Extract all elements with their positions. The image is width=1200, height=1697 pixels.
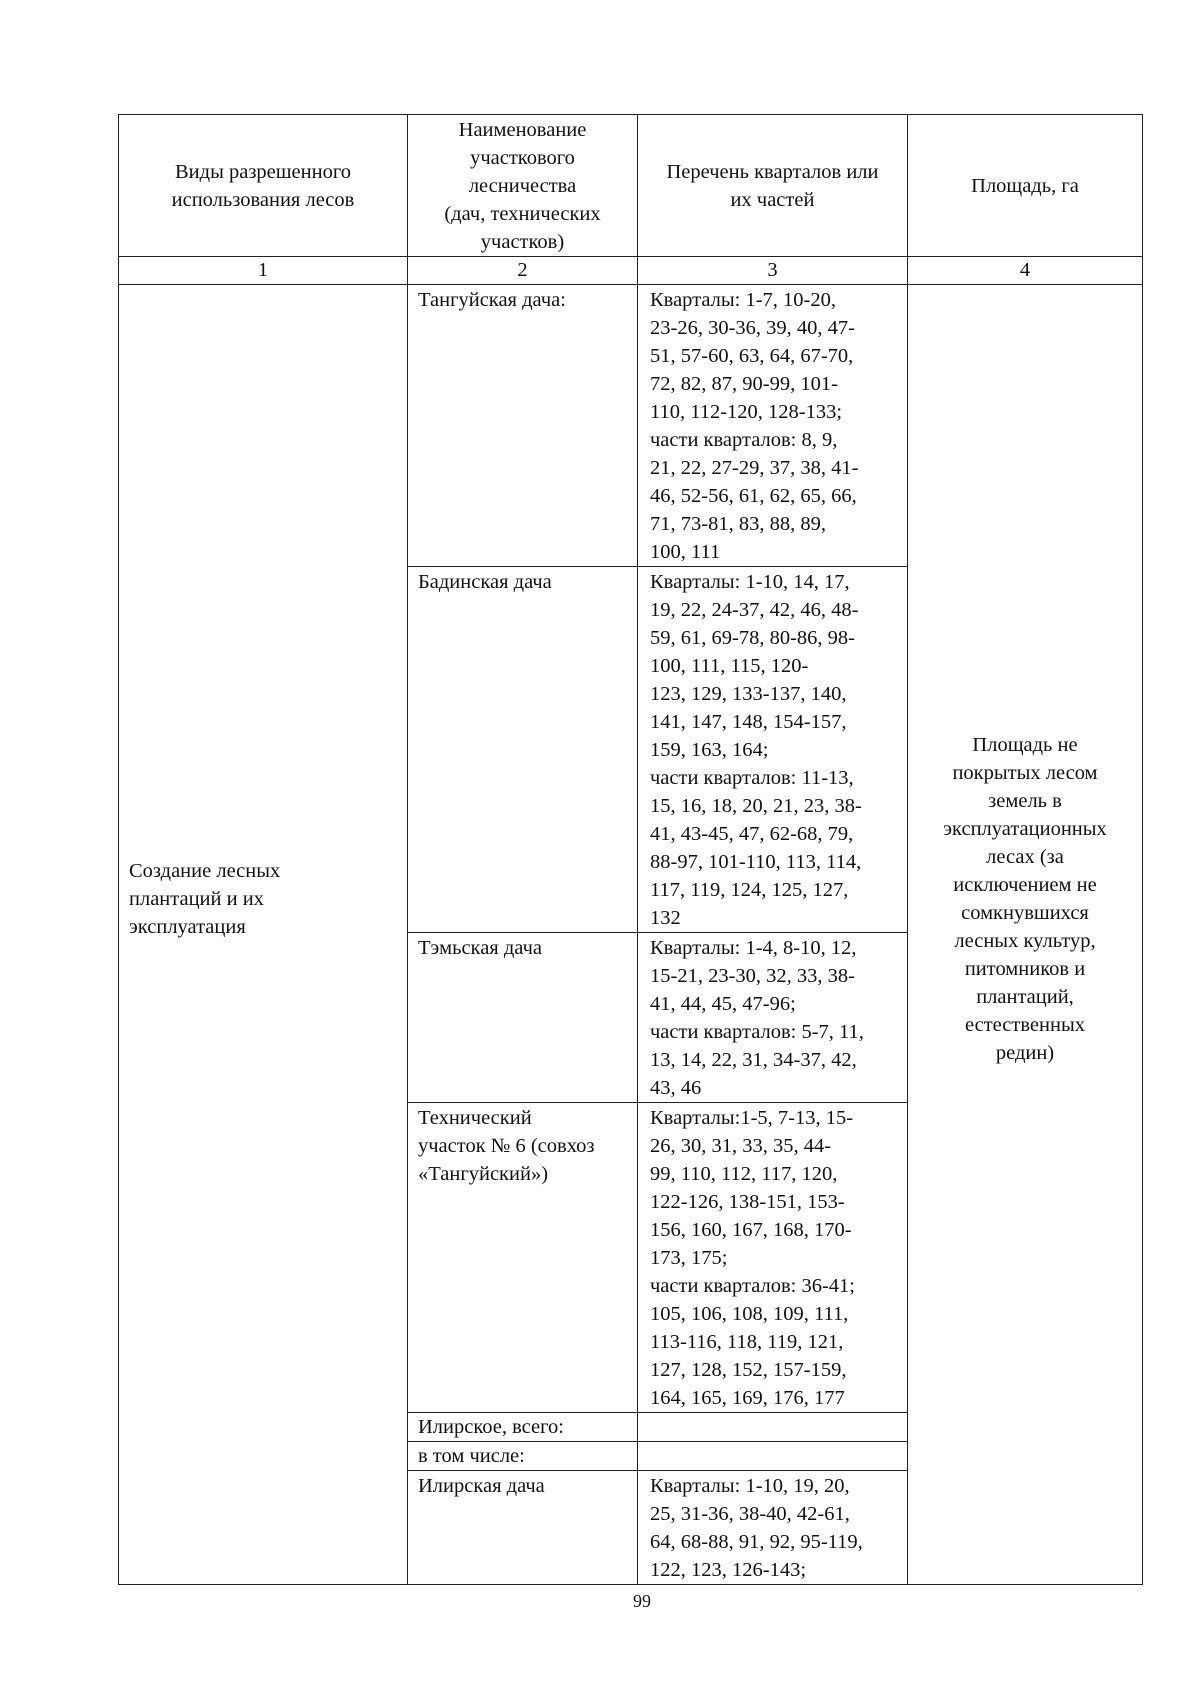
forestry-name-cell: Илирская дача (408, 1471, 638, 1585)
quarters-cell (638, 1442, 908, 1471)
forest-use-table (118, 114, 1143, 1585)
header-area: Площадь, га (908, 115, 1143, 257)
use-type-cell: Создание лесных плантаций и их эксплуатация (119, 285, 408, 1585)
forestry-name-cell: Технический участок № 6 (совхоз «Тангуйский») (408, 1103, 638, 1413)
column-number-row (119, 257, 1143, 285)
header-use-type: Виды разрешенного использования лесов (119, 115, 408, 257)
table-row (119, 285, 1143, 567)
header-forestry-name: Наименование участкового лесничества (дач, технических участков) (408, 115, 638, 257)
table-header-row (119, 115, 1143, 257)
forestry-name-cell: Тангуйская дача: (408, 285, 638, 567)
quarters-cell: Кварталы: 1-4, 8-10, 12, 15-21, 23-30, 32, 33, 38- 41, 44, 45, 47-96; части кварталов: 5-7, 11, 13, 14, 22, 31, 34-37, 42, 43, 46 (638, 933, 908, 1103)
quarters-cell: Кварталы:1-5, 7-13, 15- 26, 30, 31, 33, 35, 44- 99, 110, 112, 117, 120, 122-126, 138-151, 153- 156, 160, 167, 168, 170- 173, 175; части кварталов: 36-41; 105, 106, 108, 109, 111, 113-116, 118, 119, 121, 127, 128, 152, 157-159, 164, 165, 169, 176, 177 (638, 1103, 908, 1413)
area-cell: Площадь не покрытых лесом земель в эксплуатационных лесах (за исключением не сомкнувшихся лесных культур, питомников и плантаций, естественных редин) (908, 285, 1143, 1585)
forestry-name-cell: в том числе: (408, 1442, 638, 1471)
quarters-cell (638, 1413, 908, 1442)
forestry-name-cell: Илирское, всего: (408, 1413, 638, 1442)
forestry-name-cell: Тэмьская дача (408, 933, 638, 1103)
quarters-cell: Кварталы: 1-7, 10-20, 23-26, 30-36, 39, 40, 47- 51, 57-60, 63, 64, 67-70, 72, 82, 87, 90-99, 101- 110, 112-120, 128-133; части кварталов: 8, 9, 21, 22, 27-29, 37, 38, 41- 46, 52-56, 61, 62, 65, 66, 71, 73-81, 83, 88, 89, 100, 111 (638, 285, 908, 567)
quarters-cell: Кварталы: 1-10, 19, 20, 25, 31-36, 38-40, 42-61, 64, 68-88, 91, 92, 95-119, 122, 123, 126-143; (638, 1471, 908, 1585)
column-number: 4 (908, 257, 1143, 285)
page-number: 99 (633, 1591, 651, 1611)
column-number: 2 (408, 257, 638, 285)
header-quarters-list: Перечень кварталов или их частей (638, 115, 908, 257)
column-number: 1 (119, 257, 408, 285)
forestry-name-cell: Бадинская дача (408, 567, 638, 933)
column-number: 3 (638, 257, 908, 285)
quarters-cell: Кварталы: 1-10, 14, 17, 19, 22, 24-37, 42, 46, 48- 59, 61, 69-78, 80-86, 98- 100, 111, 115, 120- 123, 129, 133-137, 140, 141, 147, 148, 154-157, 159, 163, 164; части кварталов: 11-13, 15, 16, 18, 20, 21, 23, 38- 41, 43-45, 47, 62-68, 79, 88-97, 101-110, 113, 114, 117, 119, 124, 125, 127, 132 (638, 567, 908, 933)
